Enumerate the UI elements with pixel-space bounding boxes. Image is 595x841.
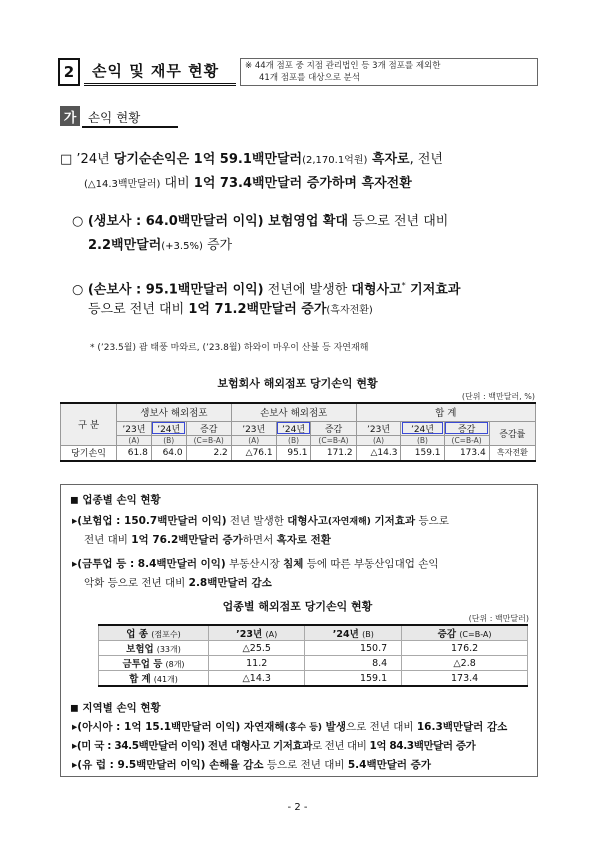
r1-bold2: 발생: [322, 721, 346, 733]
sub-cnt: (8개): [165, 660, 185, 669]
para1-krw: (2,170.1억원): [302, 155, 368, 166]
b1-text3: 전년 대비: [84, 534, 132, 546]
cell: 64.0: [151, 445, 186, 461]
b1-text: 전년 발생한: [226, 515, 288, 527]
box-head-industry: ◼ 업종별 손익 현황: [70, 494, 161, 506]
sub-th-cat-label: 업 종: [126, 629, 148, 640]
para1-bold2: 흑자로: [367, 152, 410, 167]
sub-cell: △2.8: [402, 656, 528, 671]
row-label: 당기손익: [61, 445, 117, 461]
r2-text: 로 전년 대비: [311, 740, 370, 752]
section-note-line2: 41개 점포를 대상으로 분석: [259, 72, 361, 83]
th-nonlife-y24: ’24년: [276, 421, 311, 435]
region-us: [72, 737, 475, 756]
para1-bold3: 1억 73.4백만달러 증가하며 흑자전환: [193, 176, 412, 191]
th-a: (A): [356, 435, 401, 445]
b1-text4: 하면서: [242, 534, 277, 546]
sub-th-y24-label: ’24년: [332, 629, 359, 640]
th-life-y24: ’24년: [151, 421, 186, 435]
para1-prev: (△14.3백만달러): [84, 179, 161, 190]
region-europe: [72, 756, 431, 775]
sub-table-title: 업종별 해외점포 당기손익 현황: [222, 600, 373, 613]
sub-cell-name: [99, 641, 209, 656]
b2-bold: ▸(금투업 등 : 8.4백만달러 이익): [72, 558, 226, 570]
para2-line1: [72, 210, 448, 234]
table-row: [99, 656, 528, 671]
sub-name: 금투업 등: [122, 659, 163, 670]
cell-rate: 흑자전환: [489, 445, 535, 461]
sub-cell-name: [99, 671, 209, 687]
circle-bullet-icon: ○: [72, 282, 84, 298]
cell: △76.1: [231, 445, 276, 461]
table-row: [61, 445, 536, 461]
sub-th-cnt: (점포수): [151, 630, 181, 639]
sub-cnt: (33개): [156, 645, 181, 654]
th-total-y24: ’24년: [401, 421, 444, 435]
para2-line2: [88, 234, 232, 259]
sub-table-unit: (단위 : 백만달러): [468, 614, 529, 623]
th-life-chg: 증감: [186, 421, 231, 435]
sub-cell: 150.7: [305, 641, 402, 656]
b1-bold2: 대형사고: [287, 515, 328, 527]
section-note: [240, 58, 538, 86]
footnote: * (’23.5월) 괌 태풍 마와르, (’23.8월) 하와이 마우이 산불 등 자연재해: [90, 343, 369, 353]
th-b: (B): [151, 435, 186, 445]
b1-text2: 등으로: [415, 515, 449, 527]
para2-bold2: 2.2백만달러: [88, 238, 162, 253]
para3-bold2: 대형사고: [351, 282, 402, 298]
b2-bold3: 2.8백만달러 감소: [188, 577, 272, 589]
para1-text: ’24년: [72, 152, 114, 167]
subsection-badge: 가: [60, 106, 80, 126]
page-number: - 2 -: [287, 802, 308, 813]
main-table: [60, 402, 536, 462]
para3-text2: 등으로 전년 대비: [88, 302, 189, 317]
b1-small: (자연재해): [327, 517, 371, 527]
th-b: (B): [276, 435, 311, 445]
sub-cell: 173.4: [402, 671, 528, 687]
para1-text2: , 전년: [409, 152, 443, 167]
sub-name: 보험업: [126, 644, 154, 655]
b1-bold5: 흑자로 전환: [276, 534, 331, 546]
table-row: [99, 641, 528, 656]
b2-text2: 등에 따른 부동산임대업 손익: [303, 558, 439, 570]
th-a: (A): [231, 435, 276, 445]
sub-th-y23-label: ’23년: [236, 629, 263, 640]
th-life-y23: ’23년: [117, 421, 152, 435]
para3-tag: (흑자전환): [326, 305, 373, 316]
th-total: 합 계: [356, 403, 535, 421]
box-b2-line1: [72, 555, 439, 574]
sub-table: [98, 624, 528, 687]
th-a: (A): [117, 435, 152, 445]
cell: △14.3: [356, 445, 401, 461]
sub-cell: 159.1: [305, 671, 402, 687]
th-life: 생보사 해외점포: [117, 403, 232, 421]
r1-bold3: 16.3백만달러 감소: [416, 721, 508, 733]
r1-small: (홍수 등): [284, 723, 323, 733]
th-gubun: 구 분: [61, 403, 117, 445]
box-b1-line2: [84, 531, 331, 550]
sub-th-y24: [305, 625, 402, 641]
sub-th-a: (A): [265, 630, 278, 639]
sub-cell: 176.2: [402, 641, 528, 656]
para3-line2: [88, 298, 373, 323]
para1-bold: 당기순손익은 1억 59.1백만달러: [113, 152, 303, 167]
para2-text2: 증가: [202, 238, 233, 253]
sub-th-chg: [402, 625, 528, 641]
box-head-region: ◼ 지역별 손익 현황: [70, 702, 161, 714]
sub-name: 합 계: [129, 674, 151, 685]
r3-bold2: 9.5백만달러 이익): [117, 759, 206, 771]
th-rate: 증감률: [489, 421, 535, 445]
box-b2-line2: [84, 574, 272, 593]
para2-bold: (생보사 : 64.0백만달러 이익) 보험영업 확대: [83, 214, 349, 229]
sub-cell: 11.2: [209, 656, 305, 671]
main-table-title: 보험회사 해외점포 당기손익 현황: [217, 377, 378, 390]
th-total-y23: ’23년: [356, 421, 401, 435]
circle-bullet-icon: ○: [72, 214, 84, 229]
r3-text: 등으로 전년 대비: [263, 759, 348, 771]
square-bullet-icon: □: [60, 152, 73, 167]
sub-th-chg-label: 증감: [437, 629, 456, 640]
th-nonlife-y23: ’23년: [231, 421, 276, 435]
section-note-line1: ※ 44개 점포 중 지점 관리법인 등 3개 점포를 제외한: [245, 61, 441, 71]
r1-text: 으로 전년 대비: [345, 721, 417, 733]
th-total-chg: 증감: [444, 421, 489, 435]
b2-text3: 악화 등으로 전년 대비: [84, 577, 189, 589]
b2-text: 부동산시장: [225, 558, 284, 570]
cell: 173.4: [444, 445, 489, 461]
th-nonlife-chg: 증감: [311, 421, 356, 435]
r2-bold3: 전년 대형사고 기저효과: [204, 740, 312, 752]
r3-bold: ▸(유 럽 :: [72, 759, 118, 771]
para3-bold: (손보사 : 95.1백만달러 이익): [83, 282, 264, 298]
b2-bold2: 침체: [283, 558, 304, 570]
b1-bold3: 기저효과: [370, 515, 416, 527]
para3-bold4: 1억 71.2백만달러 증가: [188, 302, 327, 317]
table-row: [99, 671, 528, 687]
sub-cell-name: [99, 656, 209, 671]
sub-cell: △14.3: [209, 671, 305, 687]
cell: 61.8: [117, 445, 152, 461]
sub-cell: 8.4: [305, 656, 402, 671]
para1-text3: 대비: [160, 176, 194, 191]
region-asia: [72, 718, 507, 738]
para2-pct: (+3.5%): [161, 241, 203, 252]
sub-cnt: (41개): [153, 675, 178, 684]
r2-bold2: 34.5백만달러 이익): [114, 740, 205, 752]
b1-bold: ▸(보험업 : 150.7백만달러 이익): [72, 515, 227, 527]
r3-bold4: 5.4백만달러 증가: [347, 759, 431, 771]
para3-bold3: 기저효과: [405, 282, 461, 298]
para2-text: 등으로 전년 대비: [348, 214, 449, 229]
para3-text: 전년에 발생한: [263, 282, 352, 298]
sub-th-cba: (C=B-A): [459, 630, 492, 639]
r3-bold3: 손해율 감소: [205, 759, 264, 771]
r2-bold4: 1억 84.3백만달러 증가: [369, 740, 476, 752]
main-table-unit: (단위 : 백만달러, %): [461, 392, 535, 401]
sub-th-b: (B): [362, 630, 374, 639]
th-cba: (C=B-A): [186, 435, 231, 445]
b1-bold4: 1억 76.2백만달러 증가: [131, 534, 243, 546]
sub-th-cat: [99, 625, 209, 641]
para1-line1: [60, 148, 443, 173]
th-cba: (C=B-A): [444, 435, 489, 445]
r1-bold: ▸(아시아 : 1억 15.1백만달러 이익) 자연재해: [72, 721, 285, 733]
r2-bold: ▸(미 국 :: [72, 740, 115, 752]
section-title: 손익 및 재무 현황: [84, 58, 236, 86]
para1-line2: [84, 172, 412, 197]
cell: 2.2: [186, 445, 231, 461]
sub-cell: △25.5: [209, 641, 305, 656]
subsection-title: 손익 현황: [82, 106, 178, 128]
th-nonlife: 손보사 해외점포: [231, 403, 356, 421]
box-b1-line1: [72, 512, 449, 532]
sub-th-y23: [209, 625, 305, 641]
cell: 171.2: [311, 445, 356, 461]
cell: 95.1: [276, 445, 311, 461]
cell: 159.1: [401, 445, 444, 461]
th-b: (B): [401, 435, 444, 445]
th-cba: (C=B-A): [311, 435, 356, 445]
section-number: 2: [58, 58, 80, 86]
para3-sup: *: [401, 281, 406, 290]
